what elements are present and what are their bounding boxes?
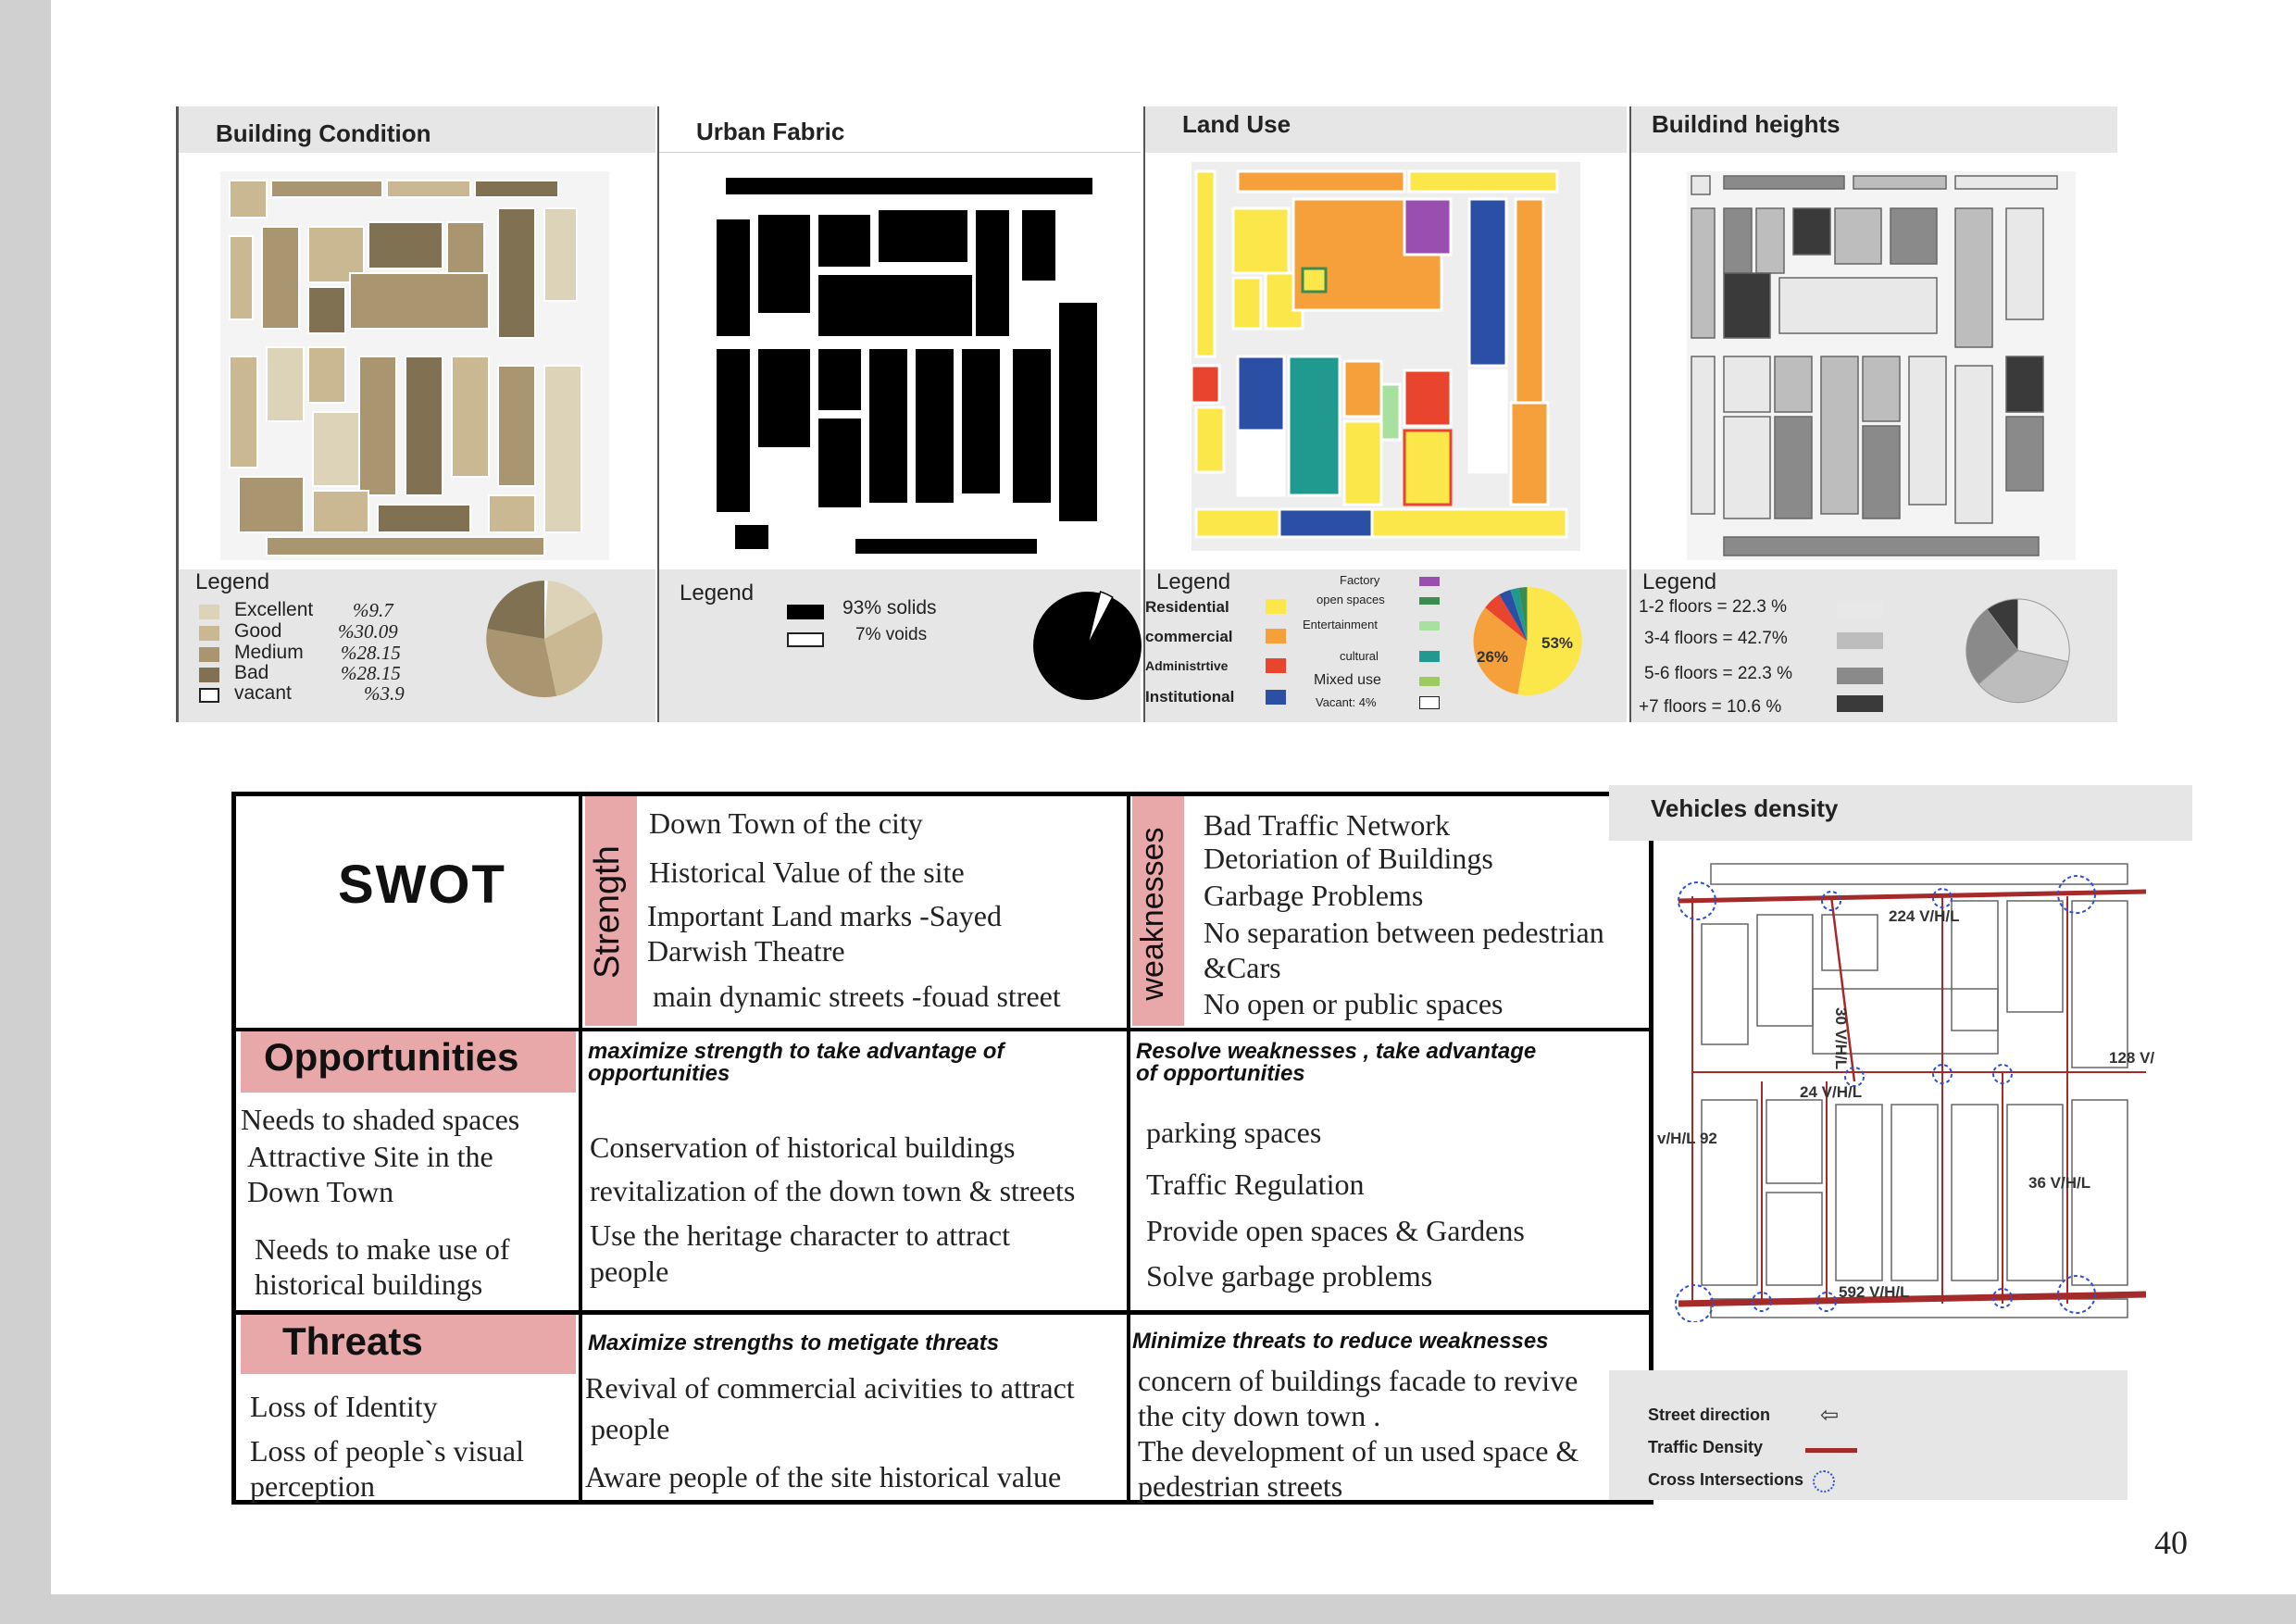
opportunity-item: historical buildings bbox=[255, 1268, 483, 1301]
panel-title: Urban Fabric bbox=[659, 106, 1141, 153]
arrow-left-icon: ⇦ bbox=[1820, 1403, 1840, 1428]
threat-item: Loss of people`s visual bbox=[250, 1434, 524, 1468]
weakness-item: Garbage Problems bbox=[1204, 879, 1424, 912]
strength-item: Important Land marks -Sayed bbox=[647, 899, 1002, 932]
swot-table bbox=[231, 792, 1653, 1505]
opportunity-item: Down Town bbox=[247, 1175, 394, 1208]
building-condition-pie bbox=[484, 579, 605, 699]
legend-title: Legend bbox=[1642, 569, 1717, 594]
legend-swatch bbox=[199, 626, 219, 641]
st-item: Revival of commercial acivities to attract bbox=[585, 1371, 1075, 1405]
wo-title: of opportunities bbox=[1136, 1061, 1305, 1086]
wo-title: Resolve weaknesses , take advantage bbox=[1136, 1039, 1537, 1064]
so-title: maximize strength to take advantage of bbox=[588, 1039, 1004, 1064]
legend-swatch bbox=[1419, 621, 1440, 631]
strength-item: Historical Value of the site bbox=[649, 856, 965, 889]
legend-swatch bbox=[199, 605, 219, 619]
panel-title: Building Condition bbox=[179, 106, 655, 153]
so-title: opportunities bbox=[588, 1061, 730, 1086]
weakness-item: &Cars bbox=[1204, 951, 1281, 984]
so-item: Use the heritage character to attract bbox=[590, 1218, 1010, 1252]
land-use-panel bbox=[1143, 106, 1627, 722]
legend-swatch bbox=[787, 605, 824, 619]
legend-title: Legend bbox=[195, 569, 270, 594]
strength-item: main dynamic streets -fouad street bbox=[653, 980, 1061, 1013]
legend-title: Legend bbox=[1156, 569, 1231, 594]
weakness-item: Detoriation of Buildings bbox=[1204, 842, 1493, 875]
wt-item: pedestrian streets bbox=[1138, 1469, 1343, 1503]
flow-label: 128 V/ bbox=[2109, 1049, 2155, 1067]
legend-swatch bbox=[1837, 695, 1883, 712]
legend-swatch bbox=[1266, 690, 1286, 705]
legend: Legend 1-2 floors = 22.3 % 3-4 floors = 42.7% 5-6 floors = 22.3 % +7 floors = 10.6 % bbox=[1631, 569, 2117, 722]
building-heights-panel bbox=[1629, 106, 2117, 722]
legend-swatch bbox=[1419, 696, 1440, 709]
wt-item: The development of un used space & bbox=[1138, 1434, 1579, 1468]
opportunity-item: Attractive Site in the bbox=[247, 1140, 493, 1173]
legend-swatch bbox=[199, 668, 219, 682]
legend-swatch bbox=[1266, 599, 1286, 614]
legend-swatch bbox=[1837, 601, 1883, 618]
legend-swatch bbox=[787, 632, 824, 647]
opportunity-item: Needs to make use of bbox=[255, 1232, 510, 1266]
panel-title: Buildind heights bbox=[1631, 106, 2117, 153]
threats-label: Threats bbox=[282, 1319, 423, 1363]
wo-item: Solve garbage problems bbox=[1146, 1259, 1433, 1293]
panel-title: Land Use bbox=[1145, 106, 1627, 153]
vehicles-density-panel bbox=[1609, 785, 2192, 1507]
st-item: people bbox=[591, 1412, 670, 1445]
grid-line bbox=[1127, 796, 1130, 1500]
pie-label: 53% bbox=[1541, 634, 1574, 652]
legend-title: Legend bbox=[680, 581, 755, 606]
wt-item: concern of buildings facade to revive bbox=[1138, 1364, 1578, 1397]
wo-item: Traffic Regulation bbox=[1146, 1168, 1365, 1201]
legend-swatch bbox=[1266, 658, 1286, 673]
st-item: Aware people of the site historical value bbox=[585, 1460, 1062, 1493]
legend: Legend 93% solids 7% voids bbox=[659, 569, 1141, 722]
legend-swatch bbox=[199, 647, 219, 662]
swot-title: SWOT bbox=[338, 855, 506, 915]
building-heights-map bbox=[1687, 171, 2076, 560]
intersection-circle-icon bbox=[1813, 1470, 1835, 1493]
wt-title: Minimize threats to reduce weaknesses bbox=[1132, 1329, 1549, 1354]
traffic-line-swatch bbox=[1805, 1448, 1857, 1453]
legend-swatch bbox=[199, 688, 219, 703]
vehicles-density-map bbox=[1674, 859, 2146, 1322]
flow-label: 592 V/H/L bbox=[1839, 1283, 1910, 1301]
st-title: Maximize strengths to metigate threats bbox=[588, 1330, 1000, 1355]
legend: Legend Residential commercial Administrtive Institutional Factory open spaces Entertainment cultural Mixed use Vacant: 4% 26% 53% bbox=[1145, 569, 1627, 722]
urban-fabric-pie bbox=[1029, 588, 1145, 704]
wo-item: Provide open spaces & Gardens bbox=[1146, 1214, 1525, 1247]
so-item: people bbox=[590, 1255, 669, 1288]
strength-item: Darwish Theatre bbox=[647, 934, 845, 968]
strength-item: Down Town of the city bbox=[649, 806, 923, 840]
legend: Legend Excellent %9.7 Good %30.09 Medium %28.15 Bad %28.15 vacant %3.9 bbox=[179, 569, 655, 722]
legend-swatch bbox=[1419, 577, 1440, 586]
so-item: revitalization of the down town & streets bbox=[590, 1174, 1076, 1207]
wt-item: the city down town . bbox=[1138, 1399, 1381, 1432]
legend-swatch bbox=[1419, 677, 1440, 686]
legend-swatch bbox=[1419, 597, 1440, 605]
so-item: Conservation of historical buildings bbox=[590, 1131, 1016, 1164]
building-condition-map bbox=[220, 171, 609, 560]
flow-label: 30 V/H/L bbox=[1832, 1007, 1850, 1070]
urban-fabric-map bbox=[715, 171, 1104, 560]
urban-fabric-panel bbox=[657, 106, 1141, 722]
legend-swatch bbox=[1266, 629, 1286, 643]
flow-label: 24 V/H/L bbox=[1800, 1083, 1863, 1101]
flow-label: v/H/L 92 bbox=[1657, 1130, 1717, 1147]
panel-title: Vehicles density bbox=[1609, 785, 2192, 841]
page bbox=[51, 0, 2296, 1594]
weakness-item: Bad Traffic Network bbox=[1204, 808, 1451, 842]
building-condition-panel bbox=[176, 106, 655, 722]
opportunities-label: Opportunities bbox=[264, 1035, 519, 1079]
opportunity-item: Needs to shaded spaces bbox=[241, 1103, 520, 1136]
legend: Street direction ⇦ Traffic Density Cross Intersections bbox=[1609, 1370, 2128, 1500]
land-use-map bbox=[1192, 162, 1580, 551]
wo-item: parking spaces bbox=[1146, 1116, 1322, 1149]
grid-line bbox=[579, 796, 582, 1500]
weakness-item: No open or public spaces bbox=[1204, 987, 1504, 1020]
pie-label: 26% bbox=[1477, 648, 1509, 666]
building-heights-pie bbox=[1960, 593, 2076, 708]
threat-item: perception bbox=[250, 1469, 376, 1503]
weakness-label: weaknesses bbox=[1135, 827, 1170, 1001]
page-number: 40 bbox=[2154, 1524, 2188, 1561]
weakness-item: No separation between pedestrian bbox=[1204, 916, 1604, 949]
legend-swatch bbox=[1837, 668, 1883, 684]
strength-label: Strength bbox=[588, 845, 627, 979]
legend-swatch bbox=[1419, 651, 1440, 662]
flow-label: 36 V/H/L bbox=[2028, 1174, 2091, 1192]
flow-label: 224 V/H/L bbox=[1889, 907, 1960, 925]
threat-item: Loss of Identity bbox=[250, 1390, 438, 1423]
legend-swatch bbox=[1837, 632, 1883, 649]
